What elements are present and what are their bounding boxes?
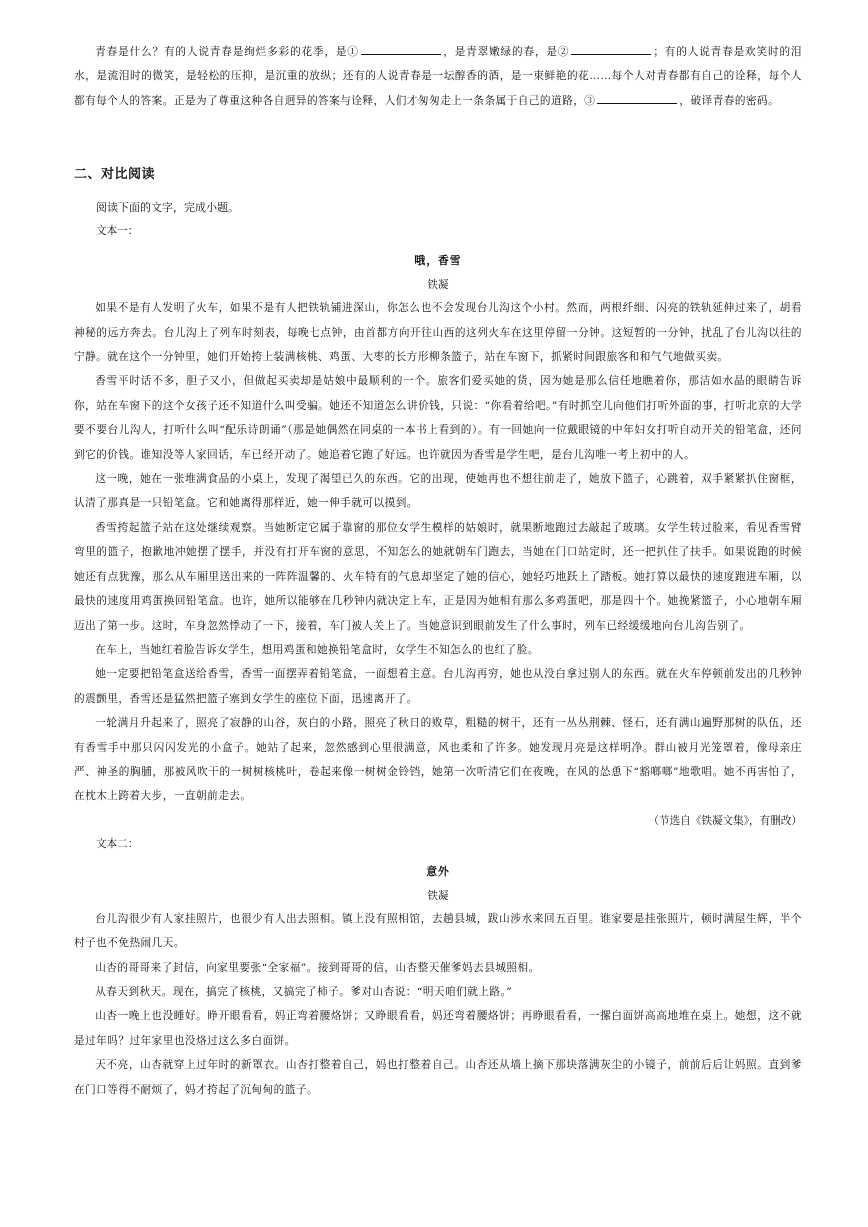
text1-paragraph: 在车上，当她红着脸告诉女学生，想用鸡蛋和她换铅笔盒时，女学生不知怎么的也红了脸。	[95, 643, 539, 656]
text2-paragraph: 天不亮，山杏就穿上过年时的新罩衣。山杏打整着自己，妈也打整着自己。山杏还从墙上摘下那块落满灰尘的小镜子，前前后后让妈照。直到爹在门口等得不耐烦了，妈才挎起了沉甸甸的篮子。	[74, 1059, 802, 1096]
text1-paragraph: 如果不是有人发明了火车，如果不是有人把铁轨铺进深山，你怎么也不会发现台儿沟这个小村。然而，两根纤细、闪亮的铁轨延伸过来了，胡看神秘的远方奔去。台儿沟上了列车时刻表，每晚七点钟，由首都方向开往山西的这列火车在这里停留一分钟。这短暂的一分钟，扰乱了台儿沟以往的宁静。就在这个一分钟里，她们开始挎上装满核桃、鸡蛋、大枣的长方形柳条篮子，站在车窗下，抓紧时间跟旅客和和气气地做买卖。	[74, 302, 802, 364]
text2-paragraph: 山杏一晚上也没睡好。睁开眼看看，妈正弯着腰烙饼；又睁眼看看，妈还弯着腰烙饼；再睁眼看看，一摞白面饼高高地堆在桌上。她想，这不就是过年吗？过年家里也没烙过这么多白面饼。	[74, 1010, 802, 1047]
text2-body	[74, 907, 802, 1102]
text2-paragraph: 从春天到秋天。现在，搞完了核桃，又搞完了柿子。爹对山杏说：“明天咱们就上路。”	[95, 985, 513, 998]
text1-label: 文本一：	[96, 225, 139, 238]
text1-paragraph: 香雪挎起篮子站在这处继续观察。当她断定它属于靠窗的那位女学生模样的姑娘时，就果断地跑过去敲起了玻璃。女学生转过脸来，看见香雪臂弯里的篮子，抱歉地冲她摆了摆手，并没有打开车窗的意思，不知怎么的她就朝车门跑去，当她在门口站定时，还一把扒住了扶手。如果说跑的时候她还有点犹豫，那么从车厢里送出来的一阵阵温馨的、火车特有的气息却坚定了她的信心，她轻巧地跃上了踏板。她打算以最快的速度跑进车厢，以最快的速度用鸡蛋换回铅笔盒。也许，她所以能够在几秒钟内就决定上车，正是因为她相有那么多鸡蛋吧，那是四十个。她挽紧篮子，小心地朝车厢迈出了第一步。这时，车身忽然悸动了一下，接着，车门被人关上了。当她意识到眼前发生了什么事时，列车已经缓缓地向台儿沟告别了。	[74, 521, 802, 632]
intro-text-1: 青春是什么？有的人说青春是绚烂多彩的花季，是①	[95, 46, 359, 58]
intro-text-2: ，是青翠嫩绿的春，是②	[442, 46, 570, 58]
text2-title: 意外	[426, 864, 450, 878]
text1-paragraph: 这一晚，她在一张堆满食品的小桌上，发现了渴望已久的东西。它的出现，使她再也不想往前走了，她放下篮子，心跳着，双手紧紧扒住窗框，认清了那真是一只铅笔盒。它和她离得那样近，她一伸手就可以摸到。	[74, 473, 802, 510]
text1-source: （节选自《铁凝文集》，有删改）	[648, 814, 802, 827]
text1-paragraph: 香雪平时话不多，胆子又小，但做起买卖却是姑娘中最顺利的一个。旅客们爱买她的货，因为她是那么信任地瞧着你，那洁如水晶的眼睛告诉你，站在车窗下的这个女孩子还不知道什么叫受骗。她还不知道怎么讲价钱，只说：“你看着给吧。”有时抓空儿向他们打听外面的事，打听北京的大学要不要台儿沟人，打听什么叫“配乐诗朗诵”（那是她偶然在同桌的一本书上看到的）。有一回她向一位戴眼镜的中年妇女打听自动开关的铅笔盒，还问到它的价钱。谁知没等人家回话，车已经开动了。她追着它跑了好远。也许就因为香雪是学生吧，是台儿沟唯一考上初中的人。	[74, 375, 802, 461]
text2-paragraph: 台儿沟很少有人家挂照片，也很少有人出去照相。镇上没有照相馆，去趟县城，跋山涉水来回五百里。谁家要是挂张照片，顿时满屋生辉，半个村子也不免热闹几天。	[74, 912, 802, 950]
reading-instruction: 阅读下面的文字，完成小题。	[96, 201, 239, 215]
text1-body	[74, 296, 802, 809]
intro-paragraph	[74, 40, 802, 113]
answer-blank-2[interactable]	[571, 42, 651, 55]
text1-paragraph: 一轮满月升起来了，照亮了寂静的山谷，灰白的小路，照亮了秋日的败草，粗糙的树干，还有一丛丛荆棘、怪石，还有满山遍野那树的队伍，还有香雪手中那只闪闪发光的小盒子。她站了起来，忽然感到心里很满意，风也柔和了许多。她发现月亮是这样明净。群山被月光笼罩着，像母亲庄严、神圣的胸脯，那被风吹干的一树树核桃叶，卷起来像一树树金铃铛，她第一次听清它们在夜晚，在风的怂恿下“豁啷啷”地歌唱。她不再害怕了，在枕木上跨着大步，一直朝前走去。	[74, 717, 802, 803]
document-page	[74, 40, 802, 1102]
text2-paragraph: 山杏的哥哥来了封信，向家里要张“全家福”。接到哥哥的信，山杏整天催爹妈去县城照相。	[95, 961, 540, 974]
text2-author: 铁凝	[427, 889, 449, 902]
answer-blank-1[interactable]	[361, 42, 441, 55]
text2-label: 文本二：	[96, 837, 139, 850]
text1-title: 哦，香雪	[414, 254, 462, 268]
text1-author: 铁凝	[427, 279, 449, 292]
text1-paragraph: 她一定要把铅笔盒送给香雪，香雪一面摆弄着铅笔盒，一面想着主意。台儿沟再穷，她也从没白拿过别人的东西。就在火车停顿前发出的几秒钟的震颤里，香雪还是猛然把篮子塞到女学生的座位下面，迅速离开了。	[74, 668, 802, 705]
intro-text-3: ；有的人说青春是欢笑时的泪水，是流泪时的微笑，是轻松的压抑，是沉重的放纵；还有的人说青春是一坛醇香的酒，是一束鲜艳的花……每个人对青春都有自己的诠释，每个人都有每个人的答案。正是为了尊重这种各自迥异的答案与诠释，人们才匆匆走上一条条属于自己的道路，③	[74, 46, 803, 107]
answer-blank-3[interactable]	[597, 91, 677, 104]
intro-text-4: ，破译青春的密码。	[679, 94, 780, 107]
section-heading: 二、对比阅读	[74, 167, 156, 183]
